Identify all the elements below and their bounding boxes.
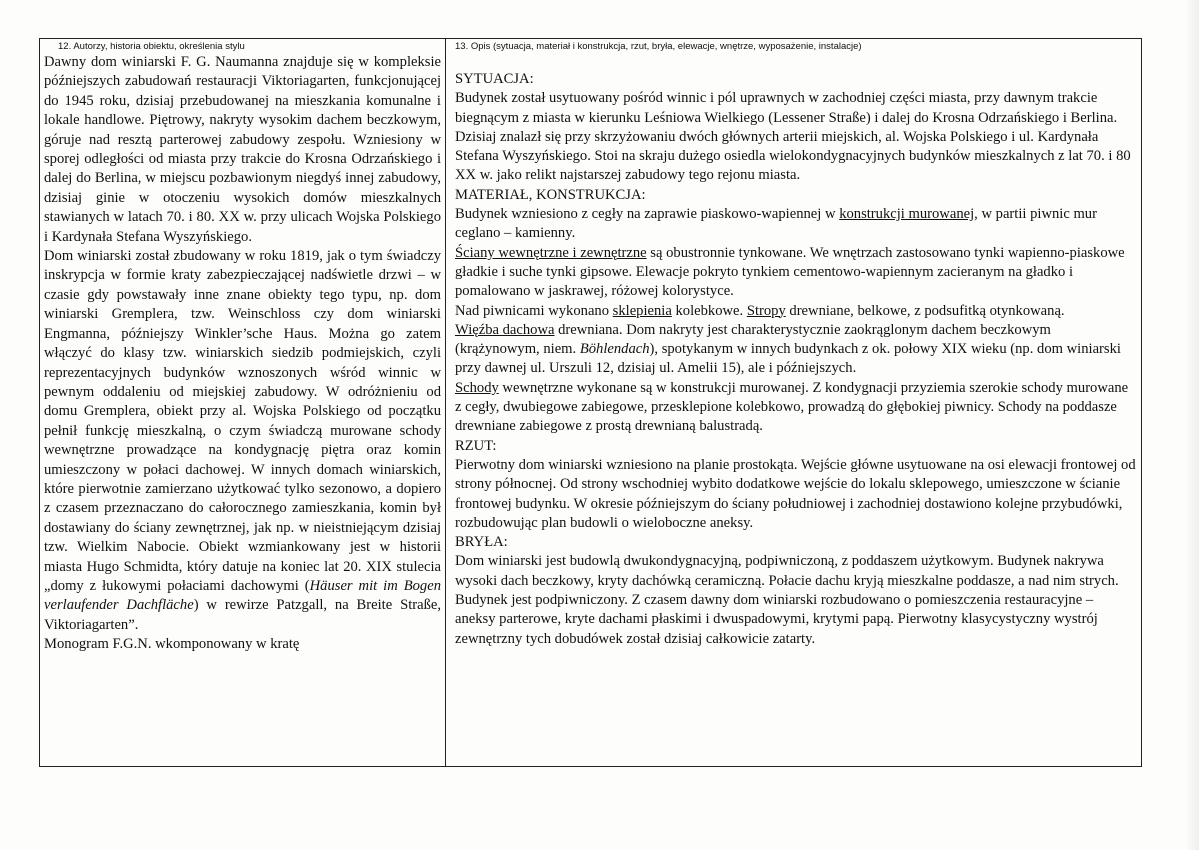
scan-edge bbox=[1185, 0, 1199, 850]
material-paragraph-4 bbox=[455, 321, 1137, 379]
form-table bbox=[39, 38, 1142, 767]
history-text bbox=[44, 53, 441, 655]
german-quote: Häuser mit im Bogen verlaufender Dachfläche bbox=[44, 577, 441, 614]
description-text bbox=[455, 53, 1137, 649]
material-paragraph-2 bbox=[455, 244, 1137, 302]
material-text-1b: , w partii piwnic mur ceglano – kamienny. bbox=[455, 206, 1097, 242]
material-text-3b: kolebkowe. bbox=[671, 302, 747, 319]
history-paragraph-2 bbox=[44, 247, 441, 635]
history-paragraph-2-end: ) w rewirze Patzgall, na Breite Straße, Viktoriagarten”. bbox=[44, 597, 442, 633]
history-paragraph-2-text: Dom winiarski został zbudowany w roku 1819, jak o tym świadczy inskrypcja w formie kraty zabezpieczającej nadświetle drzwi – w czasie gdy powstawały inne znane obiekty tego typu, np. dom winiarski Gremplera, tzw. Weinschloss czy dom winiarski Engmanna, późniejszy Winkler’sche Haus. Można go zatem włączyć do klasy tzw. winiarskich siedzib podmiejskich, czyli reprezentacyjnych budynków wznoszonych wśród winnic w pewnym oddaleniu od miejskiej zabudowy. W odróżnieniu od domu Gremplera, obiekt przy al. Wojska Polskiego od początku pełnił funkcję mieszkalną, o czym świadczą murowane schody wewnętrzne prowadzące na kondygnację piętra oraz komin umieszczony w połaci dachowej. W innych domach winiarskich, które pierwotnie zamierzano użytkować tylko sezonowo, a dopiero z czasem przeznaczano do całorocznego zamieszkania, komin był dostawiany do ściany zewnętrznej, jak np. w nieistniejącym dzisiaj tzw. Wielkim Nabocie. Obiekt wzmiankowany jest w historii miasta Hugo Schmidta, który datuje na koniec lat 20. XIX stulecia „domy z łukowymi połaciami dachowymi ( bbox=[44, 248, 441, 594]
material-text-3c: drewniane, belkowe, z podsufitką otynkowaną. bbox=[785, 302, 1065, 319]
history-paragraph-3: Monogram F.G.N. wkomponowany w kratę bbox=[44, 636, 300, 653]
rzut-text: Pierwotny dom winiarski wzniesiono na planie prostokąta. Wejście główne usytuowane na osi elewacji frontowej od strony północnej. Od strony wschodniej wybito dodatkowe wejście do lokalu sklepowego, umieszczone w ścianie frontowej budynku. W okresie późniejszym do ściany południowej i zachodniej dostawiono kolejne przybudówki, rozbudowując plan budowli o wieloboczne aneksy. bbox=[455, 456, 1136, 531]
underlined-term: Więźba dachowa bbox=[455, 321, 555, 338]
section-heading-sytuacja: SYTUACJA: bbox=[455, 71, 534, 87]
description-header: 13. Opis (sytuacja, materiał i konstrukcja, rzut, bryła, elewacje, wnętrze, wyposażenie, instalacje) bbox=[455, 41, 862, 52]
description-column bbox=[446, 39, 1141, 766]
section-heading-rzut: RZUT: bbox=[455, 437, 497, 454]
sytuacja-text: Budynek został usytuowany pośród winnic i pól uprawnych w zachodniej części miasta, przy dawnym trakcie biegnącym z miasta w kierunku Leśniowa Wielkiego (Lessener Straße) i dalej do Krosna Odrzańskiego i Berlina. Dzisiaj znalazł się przy skrzyżowaniu dwóch głównych arterii miejskich, al. Wojska Polskiego i ul. Kardynała Stefana Wyszyńskiego. Stoi na skraju dużego osiedla wielokondygnacyjnych budynków mieszkalnych z lat 70. i 80 XX w. jako relikt najstarszej zabudowy tego rejonu miasta. bbox=[455, 90, 1131, 184]
underlined-term: sklepienia bbox=[612, 302, 672, 319]
underlined-term: konstrukcji murowanej bbox=[839, 206, 975, 223]
underlined-term: Ściany wewnętrzne i zewnętrzne bbox=[455, 244, 647, 261]
material-paragraph-3 bbox=[455, 302, 1137, 321]
section-heading-bryla: BRYŁA: bbox=[455, 534, 508, 551]
material-text-2: są obustronnie tynkowane. We wnętrzach zastosowano tynki wapienno-piaskowe gładkie i suche tynki gipsowe. Elewacje pokryto tynkiem cementowo-wapiennym zacieranym na gładko i pomalowano w jaskrawej, różowej kolorystyce. bbox=[455, 244, 1125, 300]
material-text-4b: ), spotykanym w innych budynkach z ok. połowy XIX wieku (np. dom winiarski przy dawnej ul. Urszuli 12, dzisiaj ul. Amelii 15), ale i późniejszych. bbox=[455, 341, 1121, 377]
material-text-4a: drewniana. Dom nakryty jest charakterystycznie zaokrąglonym dachem beczkowym (krążynowym, niem. bbox=[455, 321, 1051, 358]
history-paragraph-1: Dawny dom winiarski F. G. Naumanna znajduje się w kompleksie późniejszych zabudowań restauracji Viktoriagarten, funkcjonującej do 1945 roku, dzisiaj przebudowanej na mieszkania komunalne i lokale handlowe. Piętrowy, nakryty wysokim dachem beczkowym, góruje nad resztą parterowej zabudowy zespołu. Wzniesiony w sporej odległości od miasta przy trakcie do Krosna Odrzańskiego i dalej do Berlina, w miejscu pozbawionym niegdyś innej zabudowy, dzisiaj ginie w otoczeniu wysokich domów mieszkalnych stawianych w latach 70. i 80. XX w. przy ulicach Wojska Polskiego i Kardynała Stefana Wyszyńskiego. bbox=[44, 54, 441, 245]
material-text-1a: Budynek wzniesiono z cegły na zaprawie piaskowo-wapiennej w bbox=[455, 206, 840, 223]
german-term: Böhlendach bbox=[579, 341, 650, 358]
material-text-3a: Nad piwnicami wykonano bbox=[455, 302, 613, 319]
material-paragraph-1 bbox=[455, 205, 1137, 244]
underlined-term: Stropy bbox=[746, 302, 786, 319]
history-header: 12. Autorzy, historia obiektu, określenia stylu bbox=[58, 41, 245, 52]
underlined-term: Schody bbox=[455, 379, 499, 396]
bryla-text: Dom winiarski jest budowlą dwukondygnacyjną, podpiwniczoną, z poddaszem użytkowym. Budynek nakrywa wysoki dach beczkowy, kryty dachówką ceramiczną. Połacie dachu kryją mieszkalne poddasze, a nad nim strych. Budynek jest podpiwniczony. Z czasem dawny dom winiarski rozbudowano o pomieszczenia restauracyjne – aneksy parterowe, kryte dachami płaskimi i dwuspadowymi, krytymi papą. Pierwotny klasycystyczny wystrój zewnętrzny tych dobudówek został dzisiaj całkowicie zatarty. bbox=[455, 553, 1119, 647]
section-heading-material: MATERIAŁ, KONSTRUKCJA: bbox=[455, 186, 646, 203]
material-text-5: wewnętrzne wykonane są w konstrukcji murowanej. Z kondygnacji przyziemia szerokie schody murowane z cegły, dwubiegowe zabiegowe, przesklepione kolebkowo, prowadzą do głębokiej piwnicy. Schody na poddasze drewniane zabiegowe z prostą drewnianą balustradą. bbox=[455, 379, 1129, 435]
material-paragraph-5 bbox=[455, 379, 1137, 437]
history-column bbox=[40, 39, 446, 766]
